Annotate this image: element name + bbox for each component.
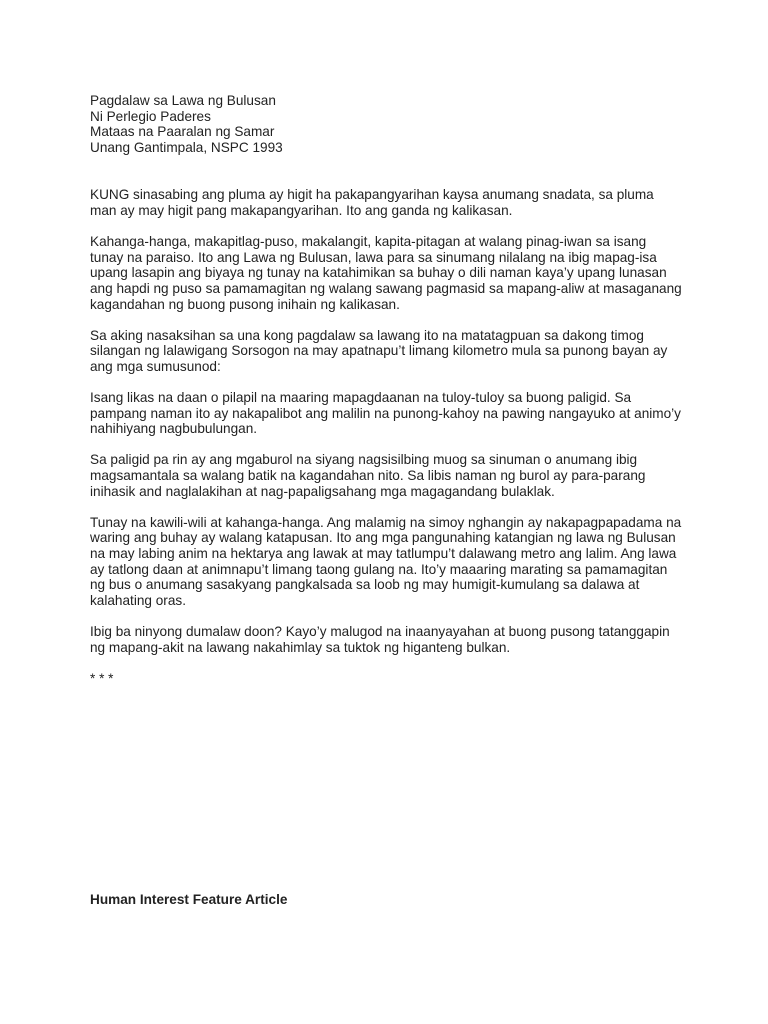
- paragraph: Sa aking nasaksihan sa una kong pagdalaw sa lawang ito na matatagpuan sa dakong timog silangan ng lalawigang Sorsogon na may apatnapu’t limang kilometro mula sa punong bayan ay ang mga sumusunod:: [90, 327, 668, 374]
- paragraph: Isang likas na daan o pilapil na maaring mapagdaanan na tuloy-tuloy sa buong paligid. Sa pampang naman ito ay nakapalibot ang malilin na punong-kahoy na pawing nangayuko at animo’y nahihiyang nagbubulungan.: [90, 390, 681, 437]
- feature-article-heading: Human Interest Feature Article: [90, 892, 288, 907]
- section-separator: * * *: [90, 670, 114, 686]
- article-author: Ni Perlegio Paderes: [90, 108, 211, 124]
- paragraph: Ibig ba ninyong dumalaw doon? Kayo’y malugod na inaanyayahan at buong pusong tatanggapin ng mapang-akit na lawang nakahimlay sa tuktok ng higanteng bulkan.: [90, 624, 670, 655]
- article-school: Mataas na Paaralan ng Samar: [90, 124, 275, 140]
- article-header: [90, 93, 682, 155]
- article-title: Pagdalaw sa Lawa ng Bulusan: [90, 93, 276, 108]
- paragraph: Sa paligid pa rin ay ang mgaburol na siyang nagsisilbing muog sa sinuman o anumang ibig magsamantala sa walang batik na kagandahan nito. Sa libis naman ng burol ay para-parang inihasik and naglalakihan at nag-papaligsahang mga magagandang bulaklak.: [90, 452, 646, 499]
- article-award: Unang Gantimpala, NSPC 1993: [90, 139, 283, 155]
- paragraph: Tunay na kawili-wili at kahanga-hanga. Ang malamig na simoy nghangin ay nakapagpapadama na waring ang buhay ay walang katapusan. Ito ang mga pangunahing katangian ng lawa ng Bulusan na may labing anim na hektarya ang lawak at may tatlumpu’t dalawang metro ang lalim. Ang lawa ay tatlong daan at animnapu’t limang taong gulang na. Ito’y maaaring marating sa pamamagitan ng bus o anumang sasakyang pangkalsada sa loob ng may humigit-kumulang sa dalawa at kalahating oras.: [90, 514, 682, 608]
- article-body: [90, 187, 682, 686]
- article-content: [90, 93, 682, 702]
- paragraph: KUNG sinasabing ang pluma ay higit ha pakapangyarihan kaysa anumang snadata, sa pluma man ay may higit pang makapangyarihan. Ito ang ganda ng kalikasan.: [90, 187, 654, 218]
- paragraph: Kahanga-hanga, makapitlag-puso, makalangit, kapita-pitagan at walang pinag-iwan sa isang tunay na paraiso. Ito ang Lawa ng Bulusan, lawa para sa sinumang nilalang na ibig mapag-isa upang lasapin ang biyaya ng tunay na katahimikan sa buhay o dili naman kaya’y upang lunasan ang hapdi ng puso sa pamamagitan ng walang sawang pagmasid sa mapang-aliw at masaganang kagandahan ng buong pusong inihain ng kalikasan.: [90, 234, 682, 312]
